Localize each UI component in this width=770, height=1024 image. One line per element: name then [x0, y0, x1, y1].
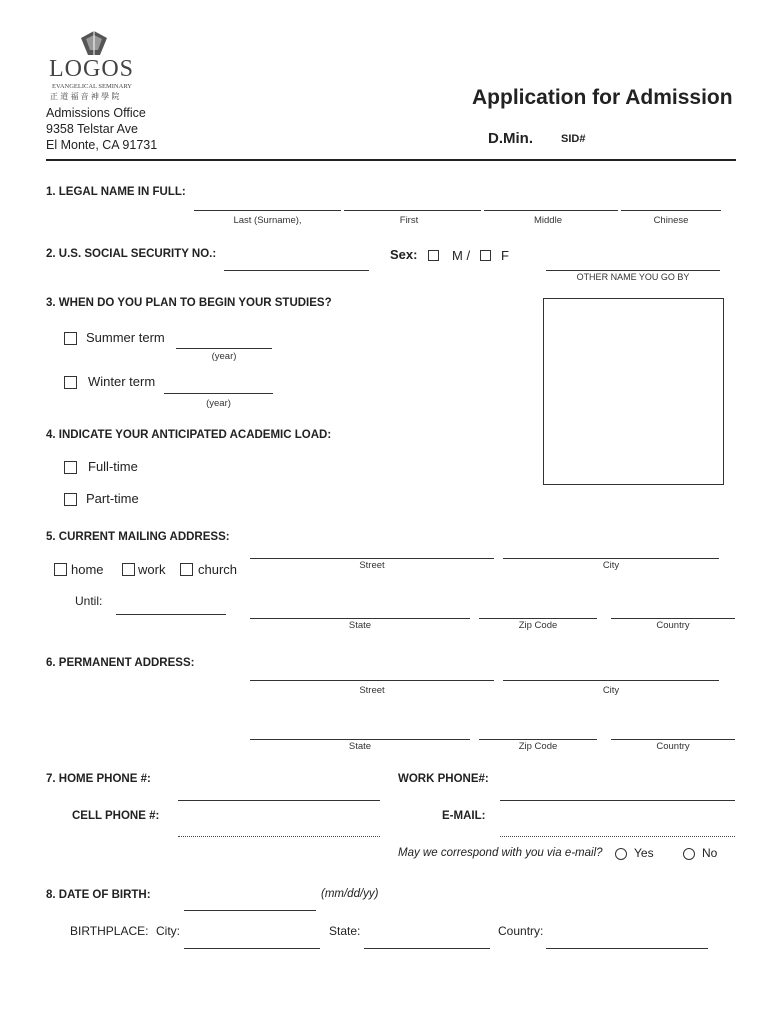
- full-time-checkbox[interactable]: [64, 461, 77, 474]
- mailing-zip-caption: Zip Code: [518, 620, 558, 631]
- perm-zip-field[interactable]: [479, 739, 597, 740]
- chinese-name-field[interactable]: [621, 210, 721, 211]
- work-label: work: [138, 562, 166, 577]
- perm-country-caption: Country: [656, 741, 690, 752]
- winter-term-label: Winter term: [88, 374, 156, 389]
- summer-term-label: Summer term: [86, 330, 165, 345]
- until-label: Until:: [75, 594, 103, 608]
- chinese-name-caption: Chinese: [653, 215, 689, 226]
- cell-phone-label: CELL PHONE #:: [72, 810, 160, 822]
- page-title: Application for Admission: [472, 86, 733, 109]
- correspond-no-label: No: [702, 846, 718, 860]
- perm-street-field[interactable]: [250, 680, 494, 681]
- correspond-yes-label: Yes: [634, 846, 654, 860]
- correspond-yes-radio[interactable]: [615, 848, 627, 860]
- mailing-address-label: 5. CURRENT MAILING ADDRESS:: [46, 531, 230, 543]
- summer-year-field[interactable]: [176, 348, 272, 349]
- middle-name-caption: Middle: [534, 215, 562, 226]
- mailing-country-field[interactable]: [611, 618, 735, 619]
- work-phone-field[interactable]: [500, 800, 735, 801]
- mailing-state-field[interactable]: [250, 618, 470, 619]
- summer-year-caption: (year): [211, 351, 237, 362]
- last-name-caption: Last (Surname),: [233, 215, 302, 226]
- sid-label: SID#: [561, 133, 586, 145]
- birthplace-state-label: State:: [329, 924, 361, 938]
- office-street: 9358 Telstar Ave: [46, 122, 138, 136]
- email-label: E-MAIL:: [442, 810, 486, 822]
- part-time-label: Part-time: [86, 491, 139, 506]
- church-label: church: [198, 562, 238, 577]
- church-checkbox[interactable]: [180, 563, 193, 576]
- part-time-checkbox[interactable]: [64, 493, 77, 506]
- logo-emblem-icon: [80, 30, 108, 56]
- begin-studies-label: 3. WHEN DO YOU PLAN TO BEGIN YOUR STUDIES?: [46, 297, 332, 309]
- mailing-state-caption: State: [348, 620, 372, 631]
- perm-zip-caption: Zip Code: [518, 741, 558, 752]
- first-name-field[interactable]: [344, 210, 481, 211]
- birthplace-label: BIRTHPLACE:: [70, 924, 149, 938]
- mailing-country-caption: Country: [656, 620, 690, 631]
- sex-label: Sex:: [390, 247, 418, 262]
- ssn-field[interactable]: [224, 270, 369, 271]
- mailing-city-caption: City: [602, 560, 620, 571]
- academic-load-label: 4. INDICATE YOUR ANTICIPATED ACADEMIC LOAD:: [46, 429, 332, 441]
- middle-name-field[interactable]: [484, 210, 618, 211]
- header-rule: [46, 159, 736, 161]
- sex-m-label: M /: [452, 248, 471, 263]
- until-field[interactable]: [116, 614, 226, 615]
- permanent-address-label: 6. PERMANENT ADDRESS:: [46, 657, 195, 669]
- perm-state-field[interactable]: [250, 739, 470, 740]
- ssn-label: 2. U.S. SOCIAL SECURITY NO.:: [46, 248, 217, 260]
- dob-format: (mm/dd/yy): [321, 888, 379, 900]
- home-checkbox[interactable]: [54, 563, 67, 576]
- email-field[interactable]: [500, 836, 735, 837]
- legal-name-label: 1. LEGAL NAME IN FULL:: [46, 186, 186, 198]
- home-label: home: [71, 562, 104, 577]
- winter-year-caption: (year): [206, 398, 231, 409]
- birthplace-country-field[interactable]: [546, 948, 708, 949]
- birthplace-country-label: Country:: [498, 924, 544, 938]
- birthplace-city-label: City:: [156, 924, 180, 938]
- home-phone-label: 7. HOME PHONE #:: [46, 773, 151, 785]
- mailing-zip-field[interactable]: [479, 618, 597, 619]
- photo-box: [543, 298, 724, 485]
- winter-term-checkbox[interactable]: [64, 376, 77, 389]
- mailing-street-field[interactable]: [250, 558, 494, 559]
- perm-country-field[interactable]: [611, 739, 735, 740]
- perm-state-caption: State: [348, 741, 372, 752]
- office-city: El Monte, CA 91731: [46, 138, 158, 152]
- home-phone-field[interactable]: [178, 800, 380, 801]
- correspond-question: May we correspond with you via e-mail?: [398, 847, 603, 859]
- logo-name: LOGOS: [49, 56, 135, 82]
- full-time-label: Full-time: [88, 459, 138, 474]
- birthplace-state-field[interactable]: [364, 948, 490, 949]
- first-name-caption: First: [399, 215, 419, 226]
- cell-phone-field[interactable]: [178, 836, 380, 837]
- mailing-street-caption: Street: [359, 560, 385, 571]
- dob-label: 8. DATE OF BIRTH:: [46, 889, 151, 901]
- perm-city-caption: City: [602, 685, 620, 696]
- logo-subtitle: EVANGELICAL SEMINARY: [52, 83, 132, 90]
- perm-street-caption: Street: [359, 685, 385, 696]
- mailing-city-field[interactable]: [503, 558, 719, 559]
- work-phone-label: WORK PHONE#:: [398, 773, 489, 785]
- last-name-field[interactable]: [194, 210, 341, 211]
- other-name-field[interactable]: [546, 270, 720, 271]
- sex-f-label: F: [501, 248, 509, 263]
- summer-term-checkbox[interactable]: [64, 332, 77, 345]
- sex-m-checkbox[interactable]: [428, 250, 439, 261]
- perm-city-field[interactable]: [503, 680, 719, 681]
- correspond-no-radio[interactable]: [683, 848, 695, 860]
- other-name-caption: OTHER NAME YOU GO BY: [576, 272, 690, 282]
- winter-year-field[interactable]: [164, 393, 273, 394]
- logo-chinese: 正 道 福 音 神 學 院: [50, 92, 120, 101]
- birthplace-city-field[interactable]: [184, 948, 320, 949]
- work-checkbox[interactable]: [122, 563, 135, 576]
- sex-f-checkbox[interactable]: [480, 250, 491, 261]
- program-label: D.Min.: [488, 130, 533, 147]
- dob-field[interactable]: [184, 910, 316, 911]
- office-name: Admissions Office: [46, 106, 146, 120]
